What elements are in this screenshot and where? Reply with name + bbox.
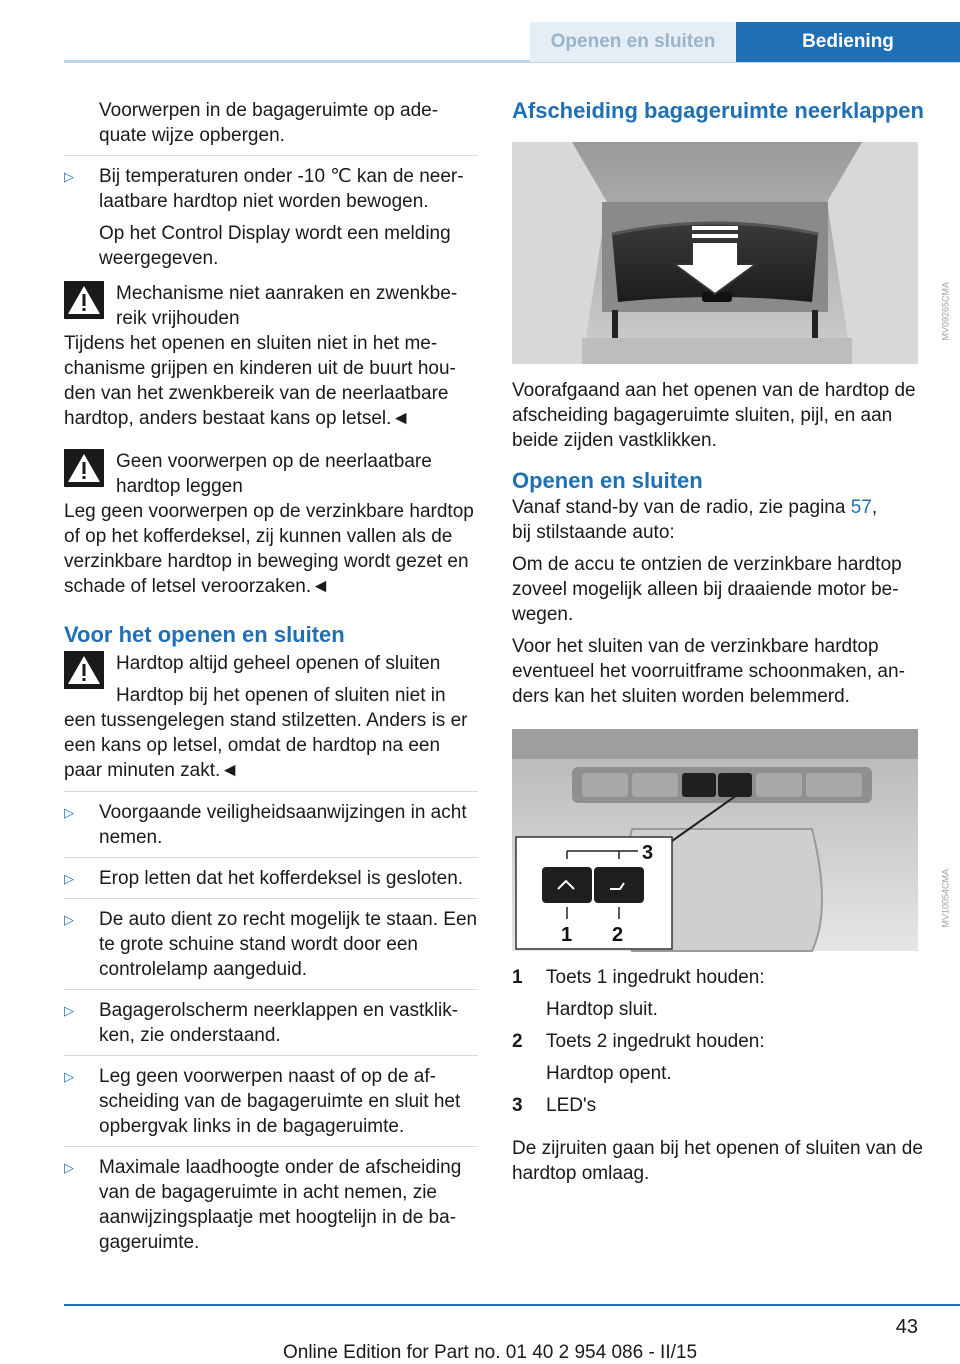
footer-edition: Online Edition for Part no. 01 40 2 954 086 - II/15: [282, 1342, 698, 1363]
triangle-bullet-icon: ▷: [64, 1160, 74, 1175]
triangle-bullet-icon: ▷: [64, 871, 74, 886]
callout-2: 2: [612, 924, 624, 946]
left-column: [64, 98, 478, 1255]
item-label: Toets 2 ingedrukt houden:: [546, 1031, 765, 1052]
bullet-text: Erop letten dat het kofferdeksel is gesloten.: [99, 868, 464, 889]
triangle-bullet-icon: ▷: [64, 1069, 74, 1084]
heading-luggage-divider: Afscheiding bagageruimte neerklappen: [512, 98, 924, 123]
standby-text: Vanaf stand-by van de radio, zie pagina 57,: [512, 497, 878, 518]
triangle-bullet-icon: ▷: [64, 805, 74, 820]
standby-text-line2: bij stilstaande auto:: [512, 522, 675, 543]
separator: [64, 989, 478, 990]
clean-frame-text: Voor het sluiten van de verzinkbare hardtop eventueel het voorruitframe schoonmaken, anders kan het sluiten worden belemmerd.: [512, 636, 905, 707]
figure-hardtop-switch: [512, 729, 951, 951]
warning-body: Tijdens het openen en sluiten niet in het mechanisme grijpen en kinderen uit de buurt houden van het zwenkbereik van de neerlaatbare hardtop, anders bestaat kans op letsel.◄: [64, 333, 456, 429]
item-number: 1: [512, 967, 523, 988]
warning-triangle-icon: [64, 651, 104, 689]
footer-rule: [64, 1304, 960, 1306]
list-item: [64, 1155, 478, 1255]
item-label: Toets 1 ingedrukt houden:: [546, 967, 765, 988]
triangle-bullet-icon: ▷: [64, 169, 74, 184]
list-item: [64, 907, 478, 982]
warning-body: Leg geen voorwerpen op de verzinkbare hardtop of op het kofferdeksel, zij kunnen vallen als de verzinkbare hardtop in beweging wordt gezet en schade of letsel veroorzaken.◄: [64, 501, 474, 597]
warning-triangle-icon: [64, 281, 104, 319]
list-item: [64, 866, 478, 891]
warning-no-objects: [64, 449, 478, 499]
separator: [64, 898, 478, 899]
callout-1: 1: [561, 924, 573, 946]
callout-list: [512, 965, 932, 1118]
heading-open-close: Openen en sluiten: [512, 468, 703, 493]
header-section-tab[interactable]: Openen en sluiten: [530, 22, 736, 62]
figure-id: MV10054CMA: [941, 869, 951, 928]
intro-text: Voorwerpen in de bagageruimte op adequate wijze opbergen.: [99, 100, 439, 146]
warning-title: Mechanisme niet aanraken en zwenkbereik vrijhouden: [116, 283, 458, 329]
warning-fully-open: [64, 651, 478, 708]
warning-body-first: Hardtop bij het openen of sluiten niet in: [116, 685, 446, 706]
separator: [64, 155, 478, 156]
divider-instruction: Voorafgaand aan het openen van de hardtop de afscheiding bagageruimte sluiten, pijl, en aan beide zijden vastklikken.: [512, 380, 916, 451]
figure-id: MV09265CMA: [941, 282, 951, 341]
figure-luggage-divider: [512, 142, 951, 364]
page-number: 43: [895, 1316, 918, 1338]
list-item-temperature: [64, 164, 478, 271]
warning-title: Geen voorwerpen op de neerlaatbare hardtop leggen: [116, 451, 432, 497]
bullet-text: Bij temperaturen onder -10 ℃ kan de neerlaatbare hardtop niet worden bewogen.: [99, 166, 464, 212]
bullet-text: De auto dient zo recht mogelijk te staan. Een te grote schuine stand wordt door een controlelamp aangeduid.: [99, 909, 478, 980]
triangle-bullet-icon: ▷: [64, 912, 74, 927]
triangle-bullet-icon: ▷: [64, 1003, 74, 1018]
item-label: LED's: [546, 1095, 597, 1116]
separator: [64, 1055, 478, 1056]
item-number: 3: [512, 1095, 523, 1116]
separator: [64, 1146, 478, 1147]
bullet-text: Voorgaande veiligheidsaanwijzingen in acht nemen.: [99, 802, 467, 848]
list-item: [64, 800, 478, 850]
bullet-text: Leg geen voorwerpen naast of op de afscheiding van de bagageruimte en sluit het opbergvak links in de bagageruimte.: [99, 1066, 461, 1137]
callout-3: 3: [642, 842, 654, 864]
right-column: [512, 98, 951, 1186]
page-link[interactable]: 57: [850, 497, 872, 518]
list-item: [64, 998, 478, 1048]
bullet-note: Op het Control Display wordt een melding weergegeven.: [99, 223, 451, 269]
preparation-list: [64, 791, 478, 1255]
item-sub: Hardtop opent.: [546, 1063, 672, 1084]
warning-mechanism: [64, 281, 478, 331]
item-number: 2: [512, 1031, 523, 1052]
warning-title: Hardtop altijd geheel openen of sluiten: [116, 653, 441, 674]
header-chapter-tab[interactable]: Bediening: [736, 22, 960, 62]
list-item: [64, 1064, 478, 1139]
warning-triangle-icon: [64, 449, 104, 487]
bullet-text: Bagagerolscherm neerklappen en vastklikken, zie onderstaand.: [99, 1000, 459, 1046]
item-sub: Hardtop sluit.: [546, 999, 658, 1020]
heading-before-opening: Voor het openen en sluiten: [64, 622, 345, 647]
warning-body: een tussengelegen stand stilzetten. Anders is er een kans op letsel, omdat de hardtop na een paar minuten zakt.◄: [64, 710, 468, 781]
separator: [64, 857, 478, 858]
battery-text: Om de accu te ontzien de verzinkbare hardtop zoveel mogelijk alleen bij draaiende motor bewegen.: [512, 554, 902, 625]
list-item: [512, 965, 932, 1022]
list-item: [512, 1029, 932, 1086]
bullet-text: Maximale laadhoogte onder de afscheiding van de bagageruimte in acht nemen, zie aanwijzingsplaatje met hoogtelijn in de bagageruimte.: [99, 1157, 462, 1253]
list-item: [512, 1093, 932, 1118]
side-windows-text: De zijruiten gaan bij het openen of sluiten van de hardtop omlaag.: [512, 1138, 923, 1184]
separator: [64, 791, 478, 792]
